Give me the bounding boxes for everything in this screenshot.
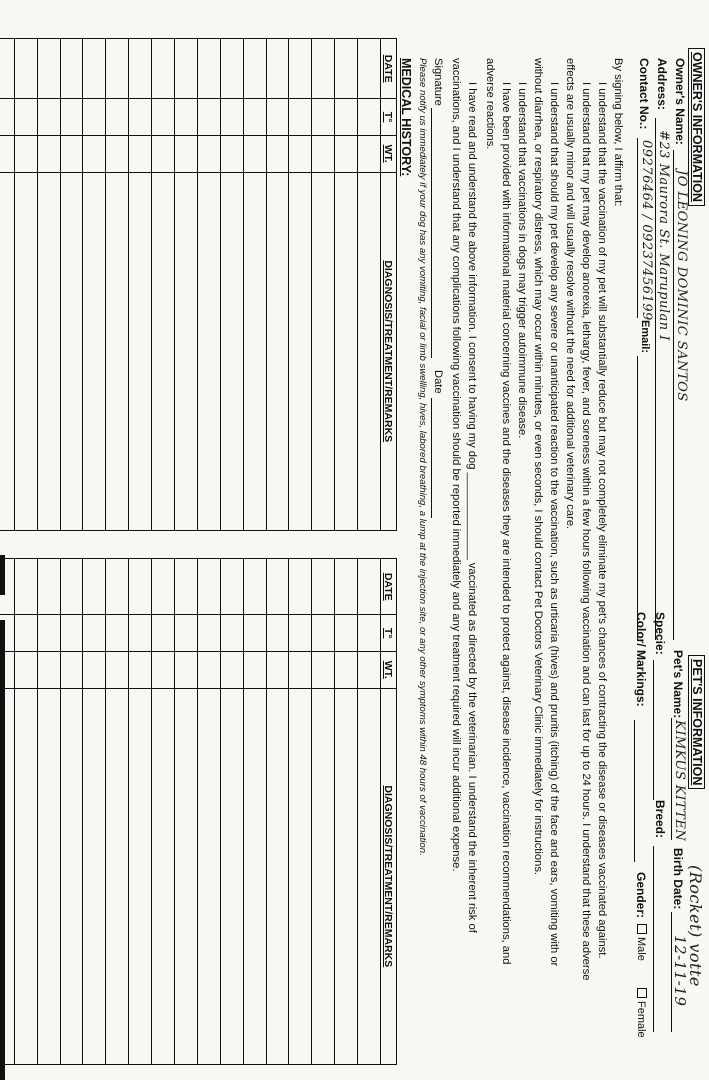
birth-date-value: 12-11-19 (671, 935, 689, 1007)
email-line (637, 356, 638, 640)
table-cell[interactable] (60, 135, 83, 172)
table-cell[interactable] (152, 39, 175, 99)
table-cell[interactable] (14, 172, 37, 531)
gender-female-option[interactable] (635, 988, 647, 1038)
table-row (152, 559, 175, 1065)
table-cell[interactable] (358, 172, 381, 531)
table-cell[interactable] (14, 615, 37, 652)
table-cell[interactable] (129, 559, 152, 615)
table-cell[interactable] (266, 651, 289, 688)
table-row (220, 39, 243, 531)
gender-male-option[interactable] (635, 924, 647, 961)
table-cell[interactable] (220, 559, 243, 615)
breed-line (653, 846, 654, 1032)
table-cell[interactable] (129, 135, 152, 172)
table-cell[interactable] (174, 99, 197, 136)
female-checkbox[interactable] (637, 988, 647, 998)
table-cell[interactable] (243, 688, 266, 1064)
table-cell[interactable] (37, 135, 60, 172)
medical-history-table-right (0, 558, 397, 1065)
table-cell[interactable] (174, 688, 197, 1064)
table-row (14, 39, 37, 531)
address-label: Address: (655, 58, 669, 111)
table-cell[interactable] (0, 39, 14, 99)
table-cell[interactable] (129, 172, 152, 531)
table-cell[interactable] (174, 172, 197, 531)
contact-line (637, 138, 638, 318)
table-row (83, 559, 106, 1065)
table-cell[interactable] (335, 559, 358, 615)
table-cell[interactable] (60, 39, 83, 99)
table-cell[interactable] (37, 99, 60, 136)
table-cell[interactable] (106, 135, 129, 172)
table-cell[interactable] (106, 99, 129, 136)
table-cell[interactable] (197, 99, 220, 136)
table-cell[interactable] (14, 559, 37, 615)
table-cell[interactable] (60, 688, 83, 1064)
table-cell[interactable] (0, 559, 14, 615)
table-cell[interactable] (266, 559, 289, 615)
table-cell[interactable] (289, 559, 312, 615)
column-header-date: DATE (381, 39, 397, 99)
table-cell[interactable] (197, 135, 220, 172)
table-cell[interactable] (197, 651, 220, 688)
table-cell[interactable] (60, 559, 83, 615)
table-cell[interactable] (220, 688, 243, 1064)
table-cell[interactable] (37, 559, 60, 615)
table-cell[interactable] (266, 688, 289, 1064)
column-header-weight: WT. (381, 135, 397, 172)
table-cell[interactable] (129, 688, 152, 1064)
table-cell[interactable] (335, 651, 358, 688)
table-cell[interactable] (83, 688, 106, 1064)
table-cell[interactable] (266, 99, 289, 136)
table-cell[interactable] (220, 135, 243, 172)
table-cell[interactable] (312, 39, 335, 99)
table-cell[interactable] (266, 135, 289, 172)
table-cell[interactable] (197, 688, 220, 1064)
table-cell[interactable] (243, 39, 266, 99)
table-row (129, 559, 152, 1065)
table-cell[interactable] (129, 39, 152, 99)
table-cell[interactable] (335, 99, 358, 136)
table-cell[interactable] (266, 39, 289, 99)
table-row (266, 559, 289, 1065)
contact-label: Contact No.: (637, 58, 651, 130)
table-cell[interactable] (174, 135, 197, 172)
table-row (83, 39, 106, 531)
consent-p5b: vaccinations, and I understand that any complications following vaccination should be reported immediately and any treatment required will incur additional expense. (450, 58, 462, 872)
address-value: #23 Maurora St. Marupulan I (656, 130, 671, 341)
table-cell[interactable] (83, 99, 106, 136)
table-row (358, 39, 381, 531)
table-row (197, 559, 220, 1065)
table-cell[interactable] (266, 172, 289, 531)
table-cell[interactable] (312, 172, 335, 531)
table-row (312, 559, 335, 1065)
table-cell[interactable] (83, 172, 106, 531)
table-cell[interactable] (289, 688, 312, 1064)
table-row (106, 559, 129, 1065)
owner-name-value: JO LEONING DOMINIC SANTOS (674, 170, 689, 402)
table-row (243, 39, 266, 531)
table-row (37, 559, 60, 1065)
table-row (129, 39, 152, 531)
table-cell[interactable] (358, 39, 381, 99)
table-cell[interactable] (289, 135, 312, 172)
table-cell[interactable] (83, 651, 106, 688)
table-cell[interactable] (0, 135, 14, 172)
consent-intro: By signing below, I affirm that: (612, 58, 624, 207)
table-header-row (381, 39, 397, 531)
column-header-diagnosis: DIAGNOSIS/TREATMENT/REMARKS (381, 688, 397, 1064)
table-cell[interactable] (60, 172, 83, 531)
table-cell[interactable] (289, 651, 312, 688)
table-cell[interactable] (106, 651, 129, 688)
table-cell[interactable] (335, 172, 358, 531)
table-row (243, 559, 266, 1065)
table-cell[interactable] (312, 651, 335, 688)
table-cell[interactable] (243, 135, 266, 172)
consent-p1a: I understand that the vaccination of my pet will substantially reduce but may not completely eliminate my pet's chances of contracting the disease or diseases vaccinated against. (596, 82, 608, 959)
table-cell[interactable] (0, 615, 14, 652)
signature-label: Signature (432, 58, 444, 106)
table-cell[interactable] (0, 651, 14, 688)
signature-line (431, 108, 432, 358)
table-cell[interactable] (60, 651, 83, 688)
table-cell[interactable] (174, 615, 197, 652)
table-cell[interactable] (106, 559, 129, 615)
breed-label: Breed: (653, 800, 667, 839)
table-cell[interactable] (60, 99, 83, 136)
table-cell[interactable] (289, 99, 312, 136)
table-row (289, 39, 312, 531)
specie-line (653, 660, 654, 800)
birth-date-label: Birth Date: (671, 848, 685, 910)
table-cell[interactable] (312, 615, 335, 652)
table-cell[interactable] (243, 172, 266, 531)
date-label: Date (432, 370, 444, 394)
specie-label: Specie: (653, 612, 667, 655)
table-row (152, 39, 175, 531)
table-cell[interactable] (60, 615, 83, 652)
table-cell[interactable] (174, 559, 197, 615)
table-cell[interactable] (14, 39, 37, 99)
table-cell[interactable] (220, 39, 243, 99)
table-row (174, 559, 197, 1065)
column-header-temp: T° (381, 615, 397, 652)
table-cell[interactable] (152, 135, 175, 172)
table-cell[interactable] (358, 651, 381, 688)
table-cell[interactable] (0, 172, 14, 531)
male-label: Male (635, 937, 647, 961)
table-row (358, 559, 381, 1065)
owner-section-title: OWNER'S INFORMATION (688, 48, 705, 206)
table-cell[interactable] (14, 651, 37, 688)
consent-p4a: I have been provided with informational material concerning vaccines and the diseases they are intended to protect against, disease incidence, vaccination recommendations, and (500, 82, 512, 965)
table-cell[interactable] (335, 135, 358, 172)
consent-p2b: without diarrhea, or respiratory distress, which may occur within minutes, or even seconds, I should contact Pet Doctors Veterinary Clinic immediately for instructions. (532, 58, 544, 876)
table-cell[interactable] (37, 688, 60, 1064)
table-cell[interactable] (335, 39, 358, 99)
table-cell[interactable] (0, 99, 14, 136)
male-checkbox[interactable] (637, 924, 647, 934)
table-row (60, 559, 83, 1065)
table-cell[interactable] (312, 688, 335, 1064)
table-cell[interactable] (243, 99, 266, 136)
table-cell[interactable] (335, 688, 358, 1064)
owner-name-label: Owner's Name: (673, 58, 687, 145)
table-cell[interactable] (197, 559, 220, 615)
table-cell[interactable] (152, 172, 175, 531)
table-right-body (0, 559, 397, 1065)
contact-value: 09276464 / 09237456199 (639, 140, 654, 321)
table-row (14, 559, 37, 1065)
table-cell[interactable] (129, 651, 152, 688)
table-cell[interactable] (243, 615, 266, 652)
table-cell[interactable] (106, 615, 129, 652)
table-row (335, 559, 358, 1065)
table-cell[interactable] (335, 615, 358, 652)
table-cell[interactable] (14, 99, 37, 136)
table-cell[interactable] (129, 99, 152, 136)
table-row (335, 39, 358, 531)
table-cell[interactable] (220, 99, 243, 136)
consent-p1c: effects are usually minor and will usually resolve without the need for additional veterinary care. (564, 58, 576, 530)
table-cell[interactable] (358, 615, 381, 652)
table-row (220, 559, 243, 1065)
table-cell[interactable] (37, 39, 60, 99)
medical-history-title: MEDICAL HISTORY: (399, 58, 413, 177)
table-cell[interactable] (83, 615, 106, 652)
table-cell[interactable] (37, 615, 60, 652)
table-cell[interactable] (197, 615, 220, 652)
table-cell[interactable] (0, 688, 14, 1064)
table-row (312, 39, 335, 531)
table-row (289, 559, 312, 1065)
gender-label: Gender: (634, 872, 648, 919)
table-cell[interactable] (106, 172, 129, 531)
table-cell[interactable] (312, 99, 335, 136)
medical-history-table-left (0, 38, 397, 531)
table-cell[interactable] (37, 172, 60, 531)
pet-name-label: Pet's Name: (671, 650, 685, 719)
color-markings-label: Color/ Markings: (634, 612, 648, 707)
table-cell[interactable] (358, 688, 381, 1064)
table-row (266, 39, 289, 531)
table-row (0, 559, 14, 1065)
column-header-weight: WT. (381, 651, 397, 688)
female-label: Female (635, 1001, 647, 1038)
table-cell[interactable] (197, 39, 220, 99)
table-cell[interactable] (358, 135, 381, 172)
table-cell[interactable] (358, 99, 381, 136)
table-cell[interactable] (289, 39, 312, 99)
table-row (106, 39, 129, 531)
column-header-date: DATE (381, 559, 397, 615)
pet-note-value: (Rocket) votte (686, 865, 705, 987)
table-row (197, 39, 220, 531)
table-cell[interactable] (83, 39, 106, 99)
pet-name-value: KIMKUS KITTEN (672, 720, 687, 842)
consent-p1b: I understand that my pet may develop anorexia, lethargy, fever, and soreness within a few hours following vaccination and can last for up to 24 hours. I understand that these adverse (580, 82, 592, 981)
table-cell[interactable] (83, 135, 106, 172)
table-cell[interactable] (312, 135, 335, 172)
table-cell[interactable] (243, 651, 266, 688)
table-cell[interactable] (37, 651, 60, 688)
table-cell[interactable] (152, 99, 175, 136)
table-row (174, 39, 197, 531)
consent-p5a: I have read and understand the above information. I consent to having my dog ______________ vaccinated as directed by the veterinarian. I understand the inherent risk of (466, 82, 478, 933)
email-label: Email: (639, 320, 651, 354)
pet-section-title: PET'S INFORMATION (688, 655, 705, 789)
table-cell[interactable] (106, 688, 129, 1064)
table-cell[interactable] (266, 615, 289, 652)
table-cell[interactable] (358, 559, 381, 615)
consent-p2a: I understand that should my pet develop any severe or unanticipated reaction to the vaccination, such as urticaria (hives) and pruritis (itching) of the face and ears, vomiting with or (548, 82, 560, 967)
table-cell[interactable] (220, 172, 243, 531)
table-cell[interactable] (220, 651, 243, 688)
vaccination-notice: Please notify us immediately if your dog has any vomiting, facial or limb swelling, hives, labored breathing, a lump at the injection site, or any other symptoms within 48 hours of vaccination. (417, 58, 428, 856)
date-line (431, 398, 432, 518)
table-header-row (381, 559, 397, 1065)
table-cell[interactable] (152, 559, 175, 615)
column-header-temp: T° (381, 99, 397, 136)
color-markings-line (634, 720, 635, 862)
consent-p4b: adverse reactions. (484, 58, 496, 150)
table-cell[interactable] (243, 559, 266, 615)
table-cell[interactable] (197, 172, 220, 531)
table-row (0, 39, 14, 531)
table-cell[interactable] (174, 39, 197, 99)
table-cell[interactable] (312, 559, 335, 615)
table-row (37, 39, 60, 531)
table-cell[interactable] (152, 688, 175, 1064)
table-cell[interactable] (83, 559, 106, 615)
consent-p3: I understand that vaccinations in dogs may trigger autoimmune disease. (516, 82, 528, 439)
table-row (60, 39, 83, 531)
table-cell[interactable] (152, 651, 175, 688)
table-cell[interactable] (289, 172, 312, 531)
table-cell[interactable] (106, 39, 129, 99)
table-cell[interactable] (174, 651, 197, 688)
table-cell[interactable] (220, 615, 243, 652)
table-left-body (0, 39, 397, 531)
column-header-diagnosis: DIAGNOSIS/TREATMENT/REMARKS (381, 172, 397, 531)
table-cell[interactable] (289, 615, 312, 652)
table-cell[interactable] (129, 615, 152, 652)
table-cell[interactable] (152, 615, 175, 652)
table-cell[interactable] (14, 135, 37, 172)
table-cell[interactable] (14, 688, 37, 1064)
